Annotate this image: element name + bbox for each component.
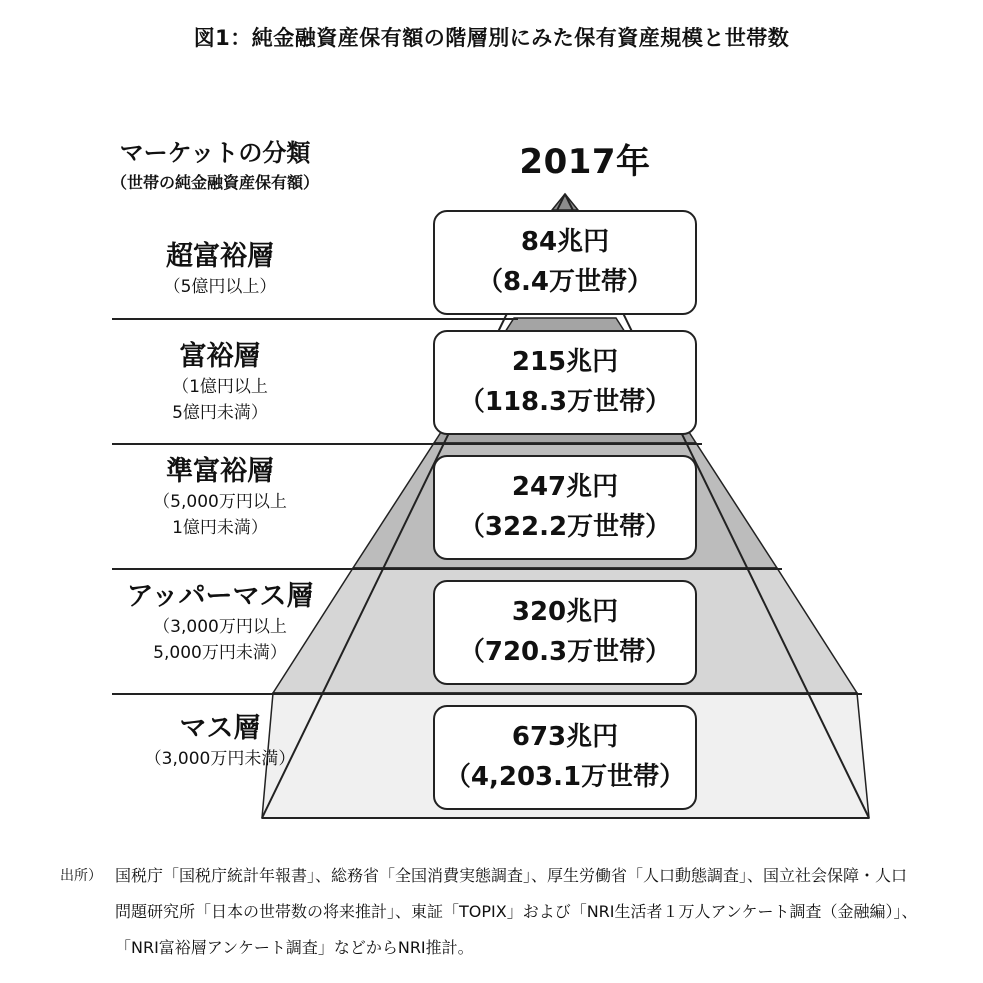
market-header-subtitle: （世帯の純金融資産保有額） — [110, 173, 319, 192]
tier-condition: （3,000万円未満） — [144, 749, 296, 769]
households-value: （118.3万世帯） — [458, 387, 672, 417]
tier-divider-4 — [112, 693, 862, 695]
tier-condition: （3,000万円以上 — [153, 617, 287, 637]
tier-name: マス層 — [179, 713, 261, 744]
assets-value: 84兆円 — [520, 227, 610, 257]
value-box-wealthy — [433, 330, 697, 435]
households-value: （4,203.1万世帯） — [444, 762, 686, 792]
households-value: （322.2万世帯） — [458, 512, 672, 542]
tier-name: 超富裕層 — [166, 241, 274, 272]
assets-value: 215兆円 — [511, 347, 619, 377]
tier-name: アッパーマス層 — [126, 581, 314, 612]
year-label: 2017年 — [519, 142, 651, 182]
tier-name: 準富裕層 — [166, 456, 274, 487]
tier-condition: （5億円以上） — [163, 277, 277, 297]
assets-value: 247兆円 — [511, 472, 619, 502]
value-box-upper-mass — [433, 580, 697, 685]
tier-condition: （5,000万円以上 — [153, 492, 287, 512]
tier-label-super-wealthy — [95, 240, 345, 300]
assets-value: 673兆円 — [511, 722, 619, 752]
figure-title: 図1：純金融資産保有額の階層別にみた保有資産規模と世帯数 — [193, 26, 790, 50]
households-value: （720.3万世帯） — [458, 637, 672, 667]
source-label: 出所） — [60, 868, 102, 884]
pyramid-band-1 — [552, 194, 578, 210]
tier-condition: 5億円未満） — [172, 403, 268, 423]
tier-name: 富裕層 — [179, 341, 261, 372]
tier-divider-1 — [112, 318, 518, 320]
tier-condition: 1億円未満） — [172, 518, 268, 538]
tier-condition: 5,000万円未満） — [153, 643, 287, 663]
households-value: （8.4万世帯） — [476, 267, 654, 297]
tier-label-mass — [95, 712, 345, 772]
assets-value: 320兆円 — [511, 597, 619, 627]
market-header-title: マーケットの分類 — [119, 139, 311, 167]
tier-condition: （1億円以上 — [172, 377, 268, 397]
value-box-mass — [433, 705, 697, 810]
tier-label-wealthy — [95, 340, 345, 426]
value-box-semi-wealthy — [433, 455, 697, 560]
tier-label-semi-wealthy — [95, 455, 345, 541]
tier-divider-3 — [112, 568, 782, 570]
source-text: 国税庁「国税庁統計年報書」、総務省「全国消費実態調査」、厚生労働省「人口動態調査」、国立社会保障・人口問題研究所「日本の世帯数の将来推計」、東証「TOPIX」および「NRI生活者１万人アンケート調査（金融編）」、「NRI富裕層アンケート調査」などからNRI推計。 — [115, 866, 918, 957]
value-box-super-wealthy — [433, 210, 697, 315]
tier-label-upper-mass — [95, 580, 345, 666]
tier-divider-2 — [112, 443, 702, 445]
